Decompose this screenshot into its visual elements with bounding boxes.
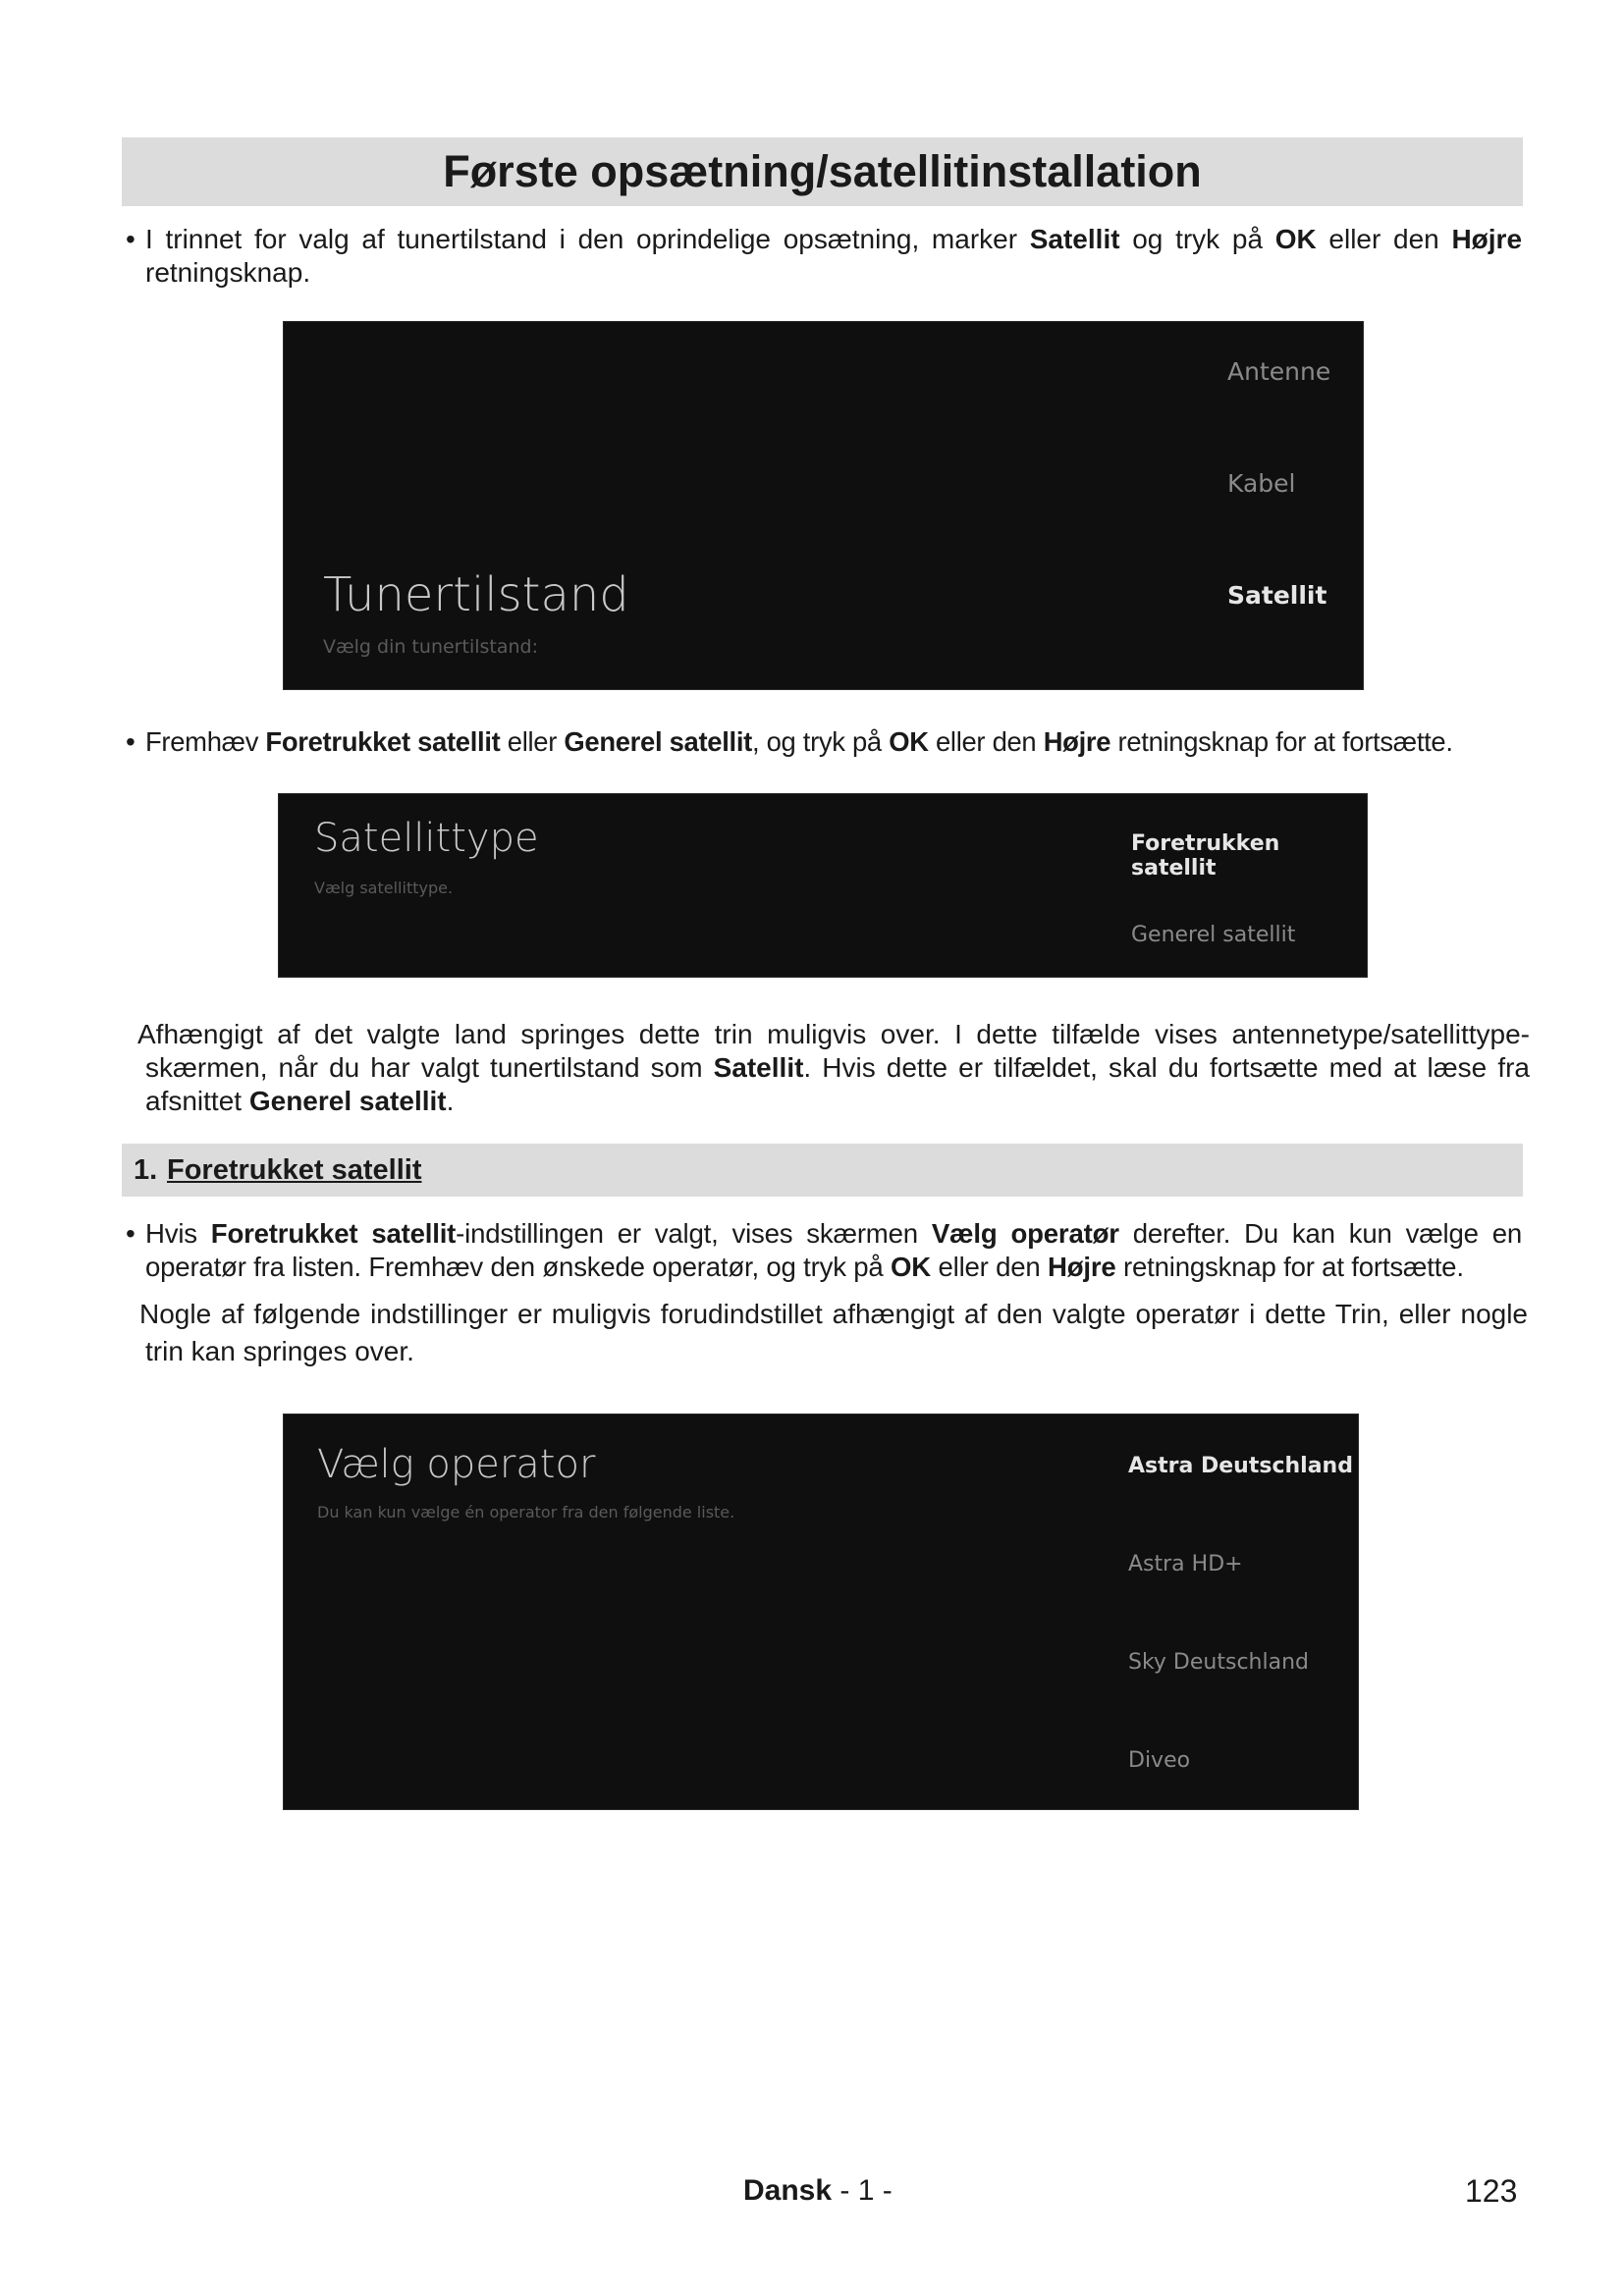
footer-marker: - 1 - [832, 2174, 893, 2207]
satellite-type-screenshot [278, 793, 1368, 978]
option-astra-deutschland: Astra Deutschland [1128, 1454, 1353, 1478]
screen-title: Satellittype [314, 816, 539, 861]
screen-subtitle: Vælg din tunertilstand: [323, 636, 538, 658]
operator-select-screenshot [283, 1414, 1359, 1810]
screen-subtitle: Vælg satellittype. [314, 879, 454, 897]
tuner-mode-screenshot [283, 321, 1364, 690]
footer-page-number: 123 [1465, 2173, 1518, 2209]
section-heading [122, 1144, 1523, 1197]
option-generel-satellit: Generel satellit [1131, 923, 1296, 947]
intro-paragraph-1: I trinnet for valg af tunertilstand i den oprindelige opsætning, marker Satellit og tryk på OK eller den Højre retningsknap. [145, 224, 1523, 288]
intro-paragraph-2: Fremhæv Foretrukket satellit eller Generel satellit, og tryk på OK eller den Højre retningsknap for at fortsætte. [145, 726, 1453, 757]
screen-subtitle: Du kan kun vælge én operator fra den følgende liste. [317, 1503, 735, 1522]
option-astra-hd: Astra HD+ [1128, 1552, 1243, 1576]
option-sky-deutschland: Sky Deutschland [1128, 1650, 1309, 1675]
bullet-3: • [126, 1218, 135, 1249]
option-diveo: Diveo [1128, 1748, 1191, 1773]
section-number: 1. [134, 1154, 158, 1186]
footer-page-marker [743, 2171, 893, 2211]
option-kabel: Kabel [1227, 469, 1296, 498]
option-foretrukken-satellit: Foretrukken satellit [1131, 831, 1280, 881]
section-paragraph-2: Nogle af følgende indstillinger er muligvis forudindstillet afhængigt af den valgte operatør i dette Trin, eller nogle trin kan springes over. [139, 1299, 1528, 1366]
screen-title: Vælg operator [317, 1442, 596, 1487]
screen-title: Tunertilstand [323, 567, 629, 622]
option-antenne: Antenne [1227, 357, 1331, 386]
intro-paragraph-3: Afhængigt af det valgte land springes dette trin muligvis over. I dette tilfælde vises antennetype/satellittype-skærmen, når du har valgt tunertilstand som Satellit. Hvis dette er tilfældet, skal du fortsætte med at læse fra afsnittet Generel satellit. [137, 1019, 1530, 1116]
option-satellit: Satellit [1227, 581, 1327, 610]
footer-language: Dansk [743, 2174, 833, 2207]
page-title: Første opsætning/satellitinstallation [122, 137, 1523, 206]
section-paragraph-1: Hvis Foretrukket satellit-indstillingen er valgt, vises skærmen Vælg operatør derefter. Du kan kun vælge en operatør fra listen. Fremhæv den ønskede operatør, og tryk på OK eller den Højre retningsknap for at fortsætte. [145, 1218, 1522, 1282]
bullet-1: • [126, 224, 135, 254]
section-title: Foretrukket satellit [167, 1154, 422, 1186]
bullet-2: • [126, 726, 135, 757]
